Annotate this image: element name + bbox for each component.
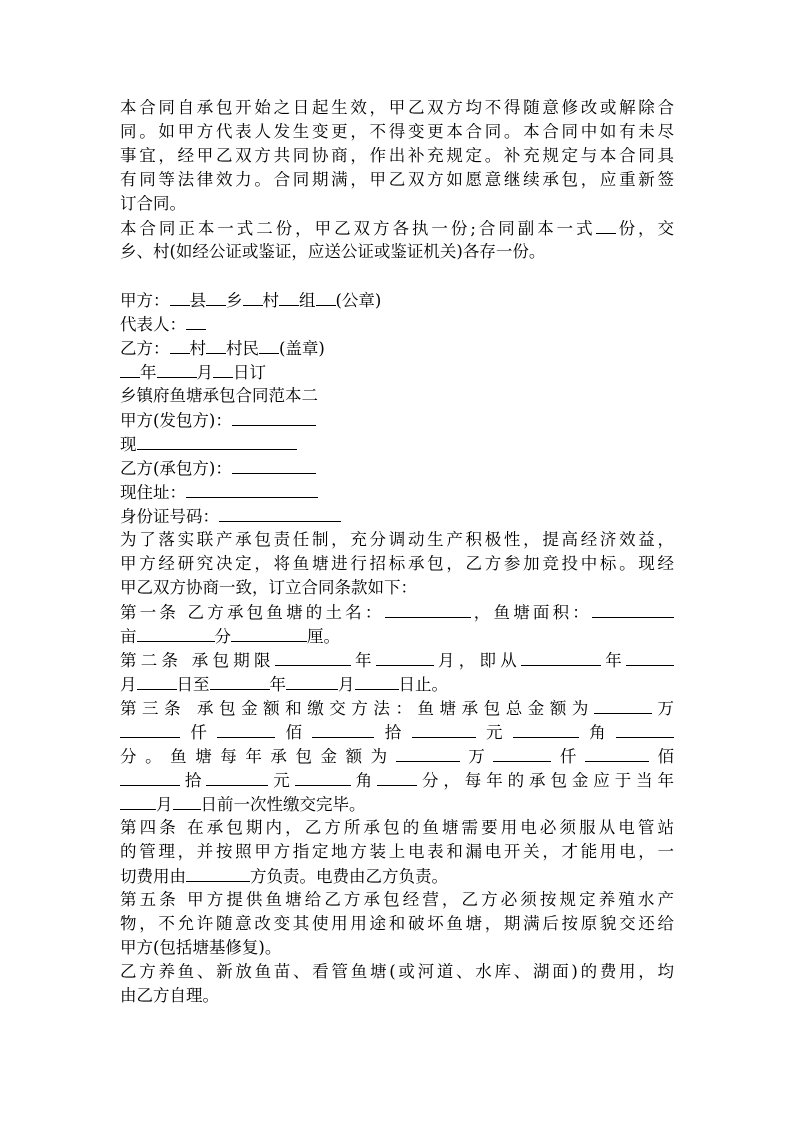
text-segment: 分: [214, 627, 231, 646]
text-segment: 现: [120, 435, 137, 454]
fill-in-blank[interactable]: [120, 792, 156, 810]
text-segment: 拾: [180, 771, 207, 790]
text-segment: 的管理，并按照甲方指定地方装上电表和漏电开关，才能用电，一: [120, 842, 674, 861]
text-segment: 厘。: [307, 627, 340, 646]
fill-in-blank[interactable]: [521, 648, 601, 666]
text-segment: 年: [140, 363, 157, 382]
text-segment: 由乙方自理。: [120, 986, 219, 1005]
fill-in-blank[interactable]: [385, 600, 471, 618]
text-line-a3-l4: [120, 768, 674, 792]
text-line-a3-l3: [120, 744, 674, 768]
fill-in-blank[interactable]: [279, 288, 299, 306]
text-line-fee-l1: [120, 960, 674, 984]
text-line-fee-l2: [120, 984, 674, 1008]
text-segment: 月，即从: [433, 651, 521, 670]
text-line-sig-a: [120, 288, 674, 312]
fill-in-blank[interactable]: [377, 768, 417, 786]
fill-in-blank[interactable]: [493, 744, 551, 762]
text-line-a4-l2: [120, 840, 674, 864]
text-line-a5-l2: [120, 912, 674, 936]
text-segment: 角: [578, 723, 617, 742]
text-segment: 乙方：: [120, 339, 170, 358]
fill-in-blank[interactable]: [213, 360, 233, 378]
text-line-id-no: [120, 504, 674, 528]
fill-in-blank[interactable]: [286, 672, 338, 690]
text-segment: 乡镇府鱼塘承包合同范本二: [120, 386, 318, 405]
text-segment: 万: [459, 747, 494, 766]
text-segment: 同。如甲方代表人发生变更，不得变更本合同。本合同中如有未尽: [120, 122, 674, 141]
text-segment: 月: [156, 795, 173, 814]
text-segment: 县: [189, 291, 206, 310]
fill-in-blank[interactable]: [186, 312, 206, 330]
text-line-intro-l1: [120, 528, 674, 552]
fill-in-blank[interactable]: [170, 336, 190, 354]
fill-in-blank[interactable]: [120, 360, 140, 378]
text-line-party-b: [120, 456, 674, 480]
text-segment: 村民: [226, 339, 259, 358]
text-segment: 甲乙双方协商一致，订立合同条款如下：: [120, 578, 417, 597]
text-segment: 万: [651, 699, 674, 718]
text-segment: 分，每年的承包金应于当年: [417, 771, 674, 790]
text-segment: 年: [601, 651, 626, 670]
text-segment: 日至: [176, 675, 210, 694]
fill-in-blank[interactable]: [355, 672, 399, 690]
text-line-p1-l3: [120, 144, 674, 168]
text-segment: 日止。: [398, 675, 448, 694]
text-line-a4-l3: [120, 864, 674, 888]
text-segment: 月: [338, 675, 355, 694]
text-segment: 甲方(发包方)：: [120, 411, 232, 430]
text-line-p1-l1: [120, 96, 674, 120]
fill-in-blank[interactable]: [206, 288, 226, 306]
text-segment: 佰: [648, 747, 674, 766]
text-line-intro-l3: [120, 576, 674, 600]
text-line-a2-l2: [120, 672, 674, 696]
fill-in-blank[interactable]: [243, 288, 263, 306]
fill-in-blank[interactable]: [596, 216, 616, 234]
text-line-a3-l2: [120, 720, 674, 744]
text-line-a1-l2: [120, 624, 674, 648]
fill-in-blank[interactable]: [295, 768, 351, 786]
text-line-a1-l1: [120, 600, 674, 624]
text-segment: ，鱼塘面积：: [470, 603, 593, 622]
fill-in-blank[interactable]: [186, 864, 250, 882]
fill-in-blank[interactable]: [232, 456, 316, 474]
text-line-p2-l1: [120, 216, 674, 240]
text-line-intro-l2: [120, 552, 674, 576]
text-segment: 月: [196, 363, 213, 382]
text-segment: 分。鱼塘每年承包金额为: [120, 747, 396, 766]
fill-in-blank[interactable]: [137, 624, 215, 642]
fill-in-blank[interactable]: [232, 408, 316, 426]
text-line-a4-l1: [120, 816, 674, 840]
text-segment: 物，不允许随意改变其使用用途和破坏鱼塘，期满后按原貌交还给: [120, 914, 674, 933]
text-segment: 组: [299, 291, 316, 310]
fill-in-blank[interactable]: [157, 360, 197, 378]
text-line-addr-a: [120, 432, 674, 456]
fill-in-blank[interactable]: [217, 720, 275, 738]
text-segment: 年: [350, 651, 376, 670]
fill-in-blank[interactable]: [513, 720, 579, 738]
text-segment: 第五条 甲方提供鱼塘给乙方承包经营，乙方必须按规定养殖水产: [120, 890, 674, 909]
fill-in-blank[interactable]: [137, 432, 297, 450]
fill-in-blank[interactable]: [316, 288, 336, 306]
text-segment: 份，交: [615, 219, 674, 238]
text-segment: 拾: [374, 723, 412, 742]
text-segment: 订合同。: [120, 194, 186, 213]
text-segment: 年: [269, 675, 286, 694]
fill-in-blank[interactable]: [396, 744, 460, 762]
text-segment: 第二条 承包期限: [120, 651, 275, 670]
text-line-addr-b: [120, 480, 674, 504]
fill-in-blank[interactable]: [626, 648, 674, 666]
text-line-title2: [120, 384, 674, 408]
fill-in-blank[interactable]: [412, 720, 476, 738]
fill-in-blank[interactable]: [219, 504, 341, 522]
text-segment: 村: [262, 291, 279, 310]
fill-in-blank[interactable]: [120, 768, 180, 786]
text-segment: 第三条 承包金额和缴交方法：鱼塘承包总金额为: [120, 699, 594, 718]
text-segment: 月: [120, 675, 137, 694]
text-segment: 乙方(承包方)：: [120, 459, 232, 478]
fill-in-blank[interactable]: [616, 720, 674, 738]
text-line-a5-l1: [120, 888, 674, 912]
text-line-a2-l1: [120, 648, 674, 672]
text-segment: 第一条 乙方承包鱼塘的土名：: [120, 603, 385, 622]
text-line-a5-l3: [120, 936, 674, 960]
text-segment: 为了落实联产承包责任制，充分调动生产积极性，提高经济效益，: [120, 530, 674, 549]
text-line-sig-b: [120, 336, 674, 360]
fill-in-blank[interactable]: [120, 720, 180, 738]
text-segment: 有同等法律效力。合同期满，甲乙双方如愿意继续承包，应重新签: [120, 170, 674, 189]
fill-in-blank[interactable]: [210, 672, 270, 690]
text-line-a3-l5: [120, 792, 674, 816]
fill-in-blank[interactable]: [170, 288, 190, 306]
text-segment: 日订: [233, 363, 266, 382]
text-line-p1-l4: [120, 168, 674, 192]
text-segment: 乡、村(如经公证或鉴证，应送公证或鉴证机关)各存一份。: [120, 242, 546, 261]
text-segment: 角: [350, 771, 378, 790]
fill-in-blank[interactable]: [592, 600, 674, 618]
text-segment: 元: [268, 771, 295, 790]
text-segment: 仟: [551, 747, 585, 766]
text-line-sig-date: [120, 360, 674, 384]
fill-in-blank[interactable]: [376, 648, 434, 666]
fill-in-blank[interactable]: [173, 792, 201, 810]
text-segment: 现住址：: [120, 483, 186, 502]
text-segment: 村: [189, 339, 206, 358]
text-segment: 第四条 在承包期内，乙方所承包的鱼塘需要用电必须服从电管站: [120, 818, 674, 837]
text-segment: (公章): [335, 291, 382, 310]
text-segment: 身份证号码：: [120, 507, 219, 526]
text-line-p1-l2: [120, 120, 674, 144]
text-segment: 乙方养鱼、新放鱼苗、看管鱼塘(或河道、水库、湖面)的费用，均: [120, 962, 674, 981]
text-segment: (盖章): [279, 339, 325, 358]
text-line-p1-l5: [120, 192, 674, 216]
text-segment: 仟: [180, 723, 218, 742]
fill-in-blank[interactable]: [312, 720, 374, 738]
fill-in-blank[interactable]: [206, 768, 268, 786]
text-segment: 方负责。电费由乙方负责。: [250, 867, 448, 886]
text-segment: 日前一次性缴交完毕。: [200, 795, 366, 814]
text-segment: 佰: [275, 723, 313, 742]
fill-in-blank[interactable]: [594, 696, 652, 714]
text-segment: 甲方(包括塘基修复)。: [120, 938, 282, 957]
text-segment: 甲方：: [120, 291, 170, 310]
text-segment: 切费用由: [120, 867, 186, 886]
fill-in-blank[interactable]: [206, 336, 226, 354]
fill-in-blank[interactable]: [186, 480, 318, 498]
text-segment: 本合同正本一式二份，甲乙双方各执一份;合同副本一式: [120, 219, 596, 238]
text-segment: 甲方经研究决定，将鱼塘进行招标承包，乙方参加竞投中标。现经: [120, 554, 674, 573]
text-segment: 事宜，经甲乙双方共同协商，作出补充规定。补充规定与本合同具: [120, 146, 674, 165]
text-segment: 本合同自承包开始之日起生效，甲乙双方均不得随意修改或解除合: [120, 98, 674, 117]
text-line-p2-l2: [120, 240, 674, 264]
text-segment: 乡: [226, 291, 243, 310]
fill-in-blank[interactable]: [137, 672, 177, 690]
text-line-a3-l1: [120, 696, 674, 720]
text-segment: 元: [475, 723, 513, 742]
fill-in-blank[interactable]: [259, 336, 279, 354]
fill-in-blank[interactable]: [275, 648, 351, 666]
text-segment: 亩: [120, 627, 137, 646]
text-segment: 代表人：: [120, 315, 186, 334]
text-line-party-a: [120, 408, 674, 432]
text-line-sig-rep: [120, 312, 674, 336]
fill-in-blank[interactable]: [585, 744, 649, 762]
fill-in-blank[interactable]: [231, 624, 307, 642]
